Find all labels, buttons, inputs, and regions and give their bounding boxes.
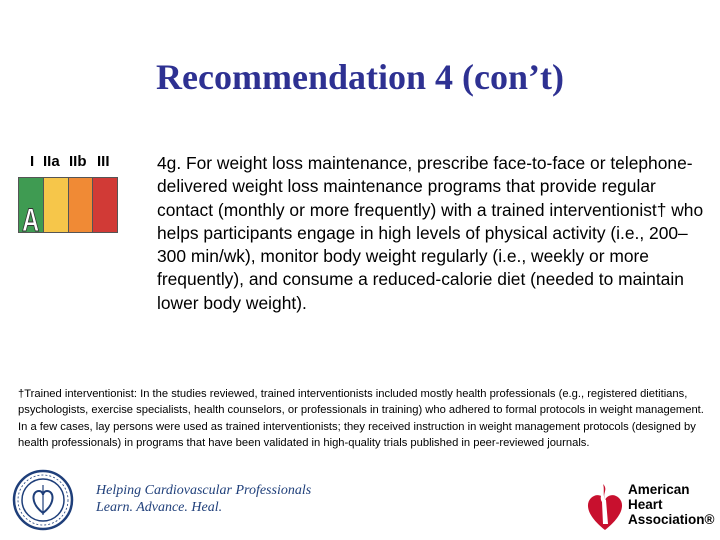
class-label-iib: IIb: [69, 153, 87, 170]
aha-line-1: American: [628, 482, 690, 497]
aha-line-3: Association®: [628, 512, 715, 527]
class-color-bars: [18, 177, 118, 238]
class-label-iia: IIa: [43, 153, 60, 170]
aha-line-2: Heart: [628, 497, 663, 512]
class-label-i: I: [30, 153, 35, 170]
slide-title: Recommendation 4 (con’t): [156, 57, 564, 97]
class-bar-iib: [68, 178, 93, 232]
class-labels: [18, 153, 118, 173]
class-label-iii: III: [97, 153, 110, 170]
recommendation-class-box: [18, 153, 118, 238]
evidence-level: A: [22, 202, 40, 238]
class-bar-iia: [43, 178, 68, 232]
footnote: †Trained interventionist: In the studies reviewed, trained interventionists included mostly health professionals (e.g., registered dietitians, psychologists, exercise specialists, health counselors, or professionals in training) who adhered to formal protocols in weight management. In a few cases, lay persons were used as trained interventionists; they received instruction in weight management protocols (designed by health professionals) in programs that have been validated in high-quality trials published in peer-reviewed journals.: [18, 388, 704, 449]
aha-wordmark: [628, 482, 714, 527]
acc-tagline-1: Helping Cardiovascular Professionals: [96, 483, 312, 498]
class-bar-iii: [92, 178, 117, 232]
acc-tagline-2: Learn. Advance. Heal.: [96, 500, 223, 515]
acc-seal-logo: [12, 469, 74, 531]
aha-heart-torch-icon: [583, 478, 627, 534]
recommendation-text: 4g. For weight loss maintenance, prescribe face-to-face or telephone-delivered weight loss maintenance programs that provide regular contact (monthly or more frequently) with a trained interventionist† who helps participants engage in high levels of physical activity (i.e., 200–300 min/wk), monitor body weight regularly (i.e., weekly or more frequently), and consume a reduced-calorie diet (needed to maintain lower body weight).: [157, 153, 704, 313]
